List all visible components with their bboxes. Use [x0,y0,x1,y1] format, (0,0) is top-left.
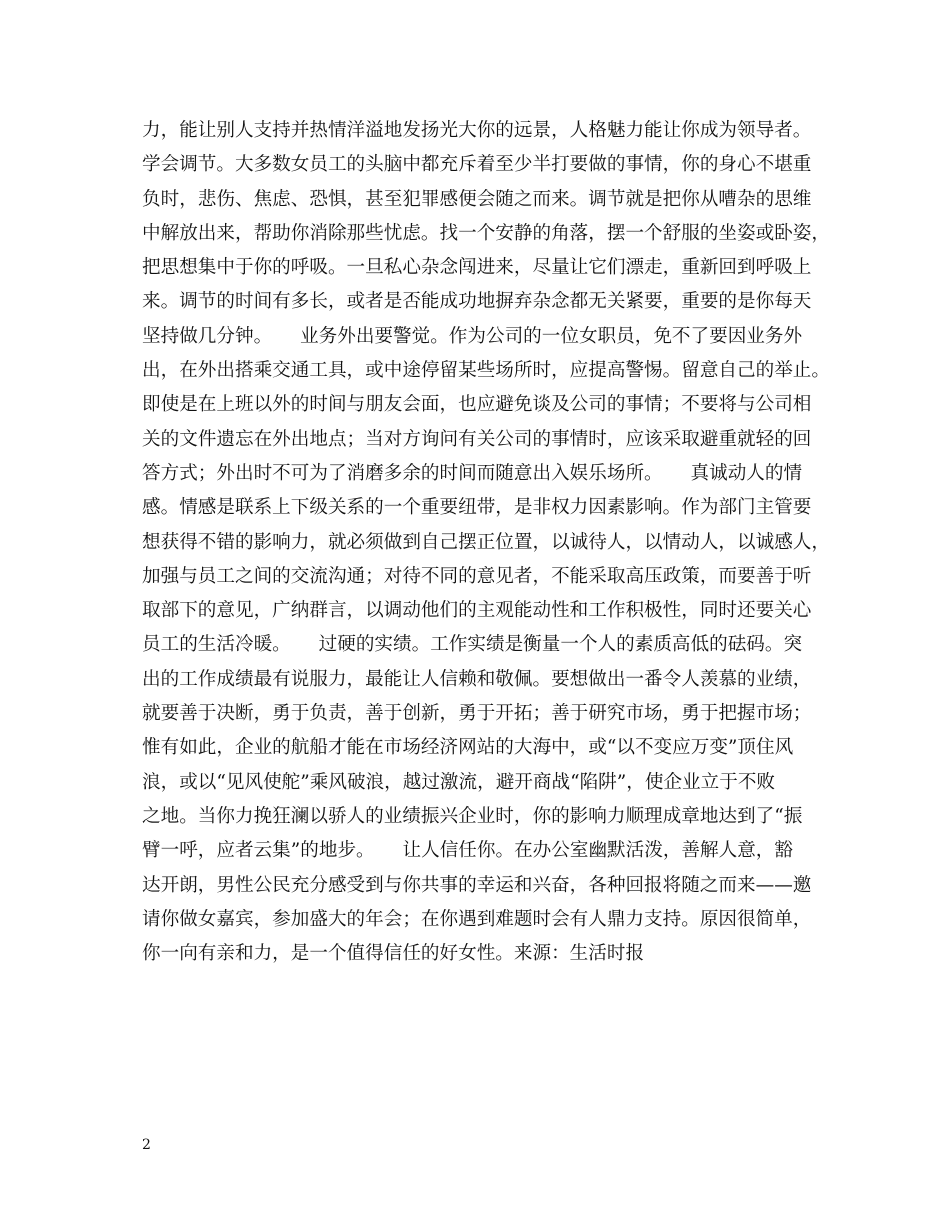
text-line: 把思想集中于你的呼吸。一旦私心杂念闯进来，尽量让它们漂走，重新回到呼吸上 [142,257,812,279]
text-line: 关的文件遗忘在外出地点；当对方询问有关公司的事情时，应该采取避重就轻的回 [142,428,812,450]
text-line: 出，在外出搭乘交通工具，或中途停留某些场所时，应提高警惕。留意自己的举止。 [142,360,830,382]
text-line: 出的工作成绩最有说服力，最能让人信赖和敬佩。要想做出一番令人羡慕的业绩， [142,668,812,690]
text-line: 加强与员工之间的交流沟通；对待不同的意见者，不能采取高压政策，而要善于听 [142,565,812,587]
text-line: 中解放出来，帮助你消除那些忧虑。找一个安静的角落，摆一个舒服的坐姿或卧姿， [142,222,830,244]
text-line: 负时，悲伤、焦虑、恐惧，甚至犯罪感便会随之而来。调节就是把你从嘈杂的思维 [142,188,812,210]
text-line: 感。情感是联系上下级关系的一个重要纽带，是非权力因素影响。作为部门主管要 [142,497,812,519]
text-line: 臂一呼，应者云集”的地步。 让人信任你。在办公室幽默活泼，善解人意，豁 [142,840,793,862]
text-line: 达开朗，男性公民充分感受到与你共事的幸运和兴奋，各种回报将随之而来——邀 [142,874,812,896]
text-line: 员工的生活冷暖。 过硬的实绩。工作实绩是衡量一个人的素质高低的砝码。突 [142,634,803,656]
text-line: 即使是在上班以外的时间与朋友会面，也应避免谈及公司的事情；不要将与公司相 [142,394,812,416]
text-line: 浪，或以“见风使舵”乘风破浪，越过激流，避开商战“陷阱”，使企业立于不败 [142,771,776,793]
text-line: 惟有如此，企业的航船才能在市场经济网站的大海中，或“以不变应万变”顶住风 [142,737,794,759]
body-text [142,114,842,971]
text-line: 你一向有亲和力，是一个值得信任的好女性。来源：生活时报 [142,943,645,965]
text-line: 力，能让别人支持并热情洋溢地发扬光大你的远景，人格魅力能让你成为领导者。 [142,120,812,141]
text-line: 就要善于决断，勇于负责，善于创新，勇于开拓；善于研究市场，勇于把握市场； [142,703,812,725]
text-line: 取部下的意见，广纳群言，以调动他们的主观能动性和工作积极性，同时还要关心 [142,600,812,622]
text-line: 答方式；外出时不可为了消磨多余的时间而随意出入娱乐场所。 真诚动人的情 [142,462,803,484]
text-line: 请你做女嘉宾，参加盛大的年会；在你遇到难题时会有人鼎力支持。原因很简单， [142,908,812,930]
text-line: 学会调节。大多数女员工的头脑中都充斥着至少半打要做的事情，你的身心不堪重 [142,154,812,176]
text-line: 之地。当你力挽狂澜以骄人的业绩振兴企业时，你的影响力顺理成章地达到了“振 [142,805,803,827]
text-line: 来。调节的时间有多长，或者是否能成功地摒弃杂念都无关紧要，重要的是你每天 [142,291,812,313]
page-number: 2 [142,1137,151,1153]
text-line: 坚持做几分钟。 业务外出要警觉。作为公司的一位女职员，免不了要因业务外 [142,325,803,347]
text-line: 想获得不错的影响力，就必须做到自己摆正位置，以诚待人，以情动人，以诚感人， [142,531,830,553]
